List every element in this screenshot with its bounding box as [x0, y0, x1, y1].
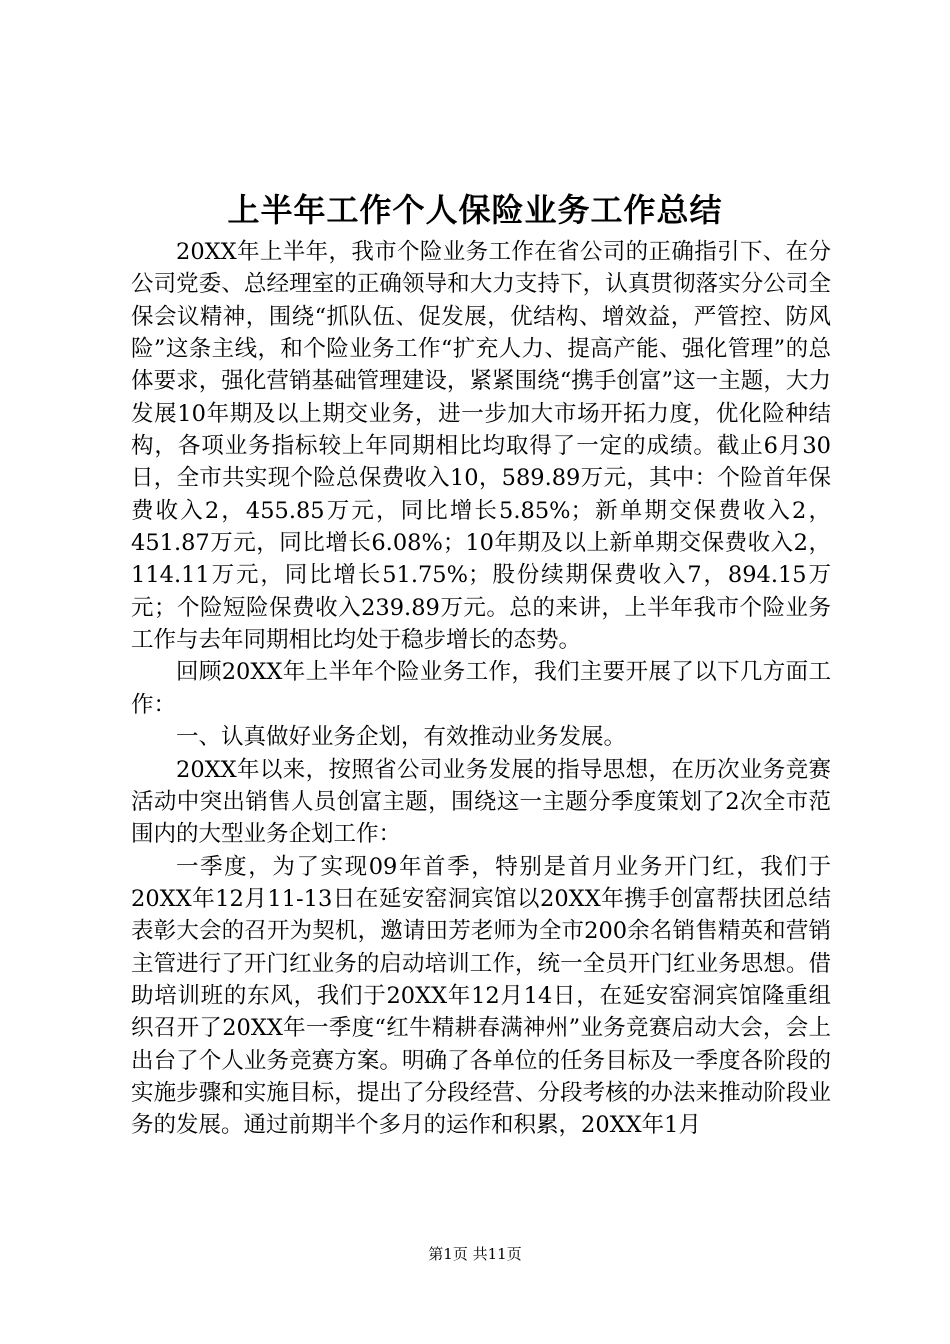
paragraph-review-intro: 回顾20XX年上半年个险业务工作，我们主要开展了以下几方面工作：	[131, 659, 831, 718]
document-title: 上半年工作个人保险业务工作总结	[227, 191, 723, 229]
page-number: 第1页 共11页	[428, 1245, 522, 1263]
section-heading-1: 一、认真做好业务企划，有效推动业务发展。	[176, 724, 627, 751]
document-body	[131, 236, 831, 1142]
paragraph-business-planning: 20XX年以来，按照省公司业务发展的指导思想，在历次业务竞赛活动中突出销售人员创富主题，围绕这一主题分季度策划了2次全市范围内的大型业务企划工作：	[131, 756, 831, 848]
paragraph-intro-summary: 20XX年上半年，我市个险业务工作在省公司的正确指引下、在分公司党委、总经理室的正确领导和大力支持下，认真贯彻落实分公司全保会议精神，围绕“抓队伍、促发展，优结构、增效益，严管控、防风险”这条主线，和个险业务工作“扩充人力、提高产能、强化管理”的总体要求，强化营销基础管理建设，紧紧围绕“携手创富”这一主题，大力发展10年期及以上期交业务，进一步加大市场开拓力度，优化险种结构，各项业务指标较上年同期相比均取得了一定的成绩。截止6月30日，全市共实现个险总保费收入10，589.89万元，其中：个险首年保费收入2，455.85万元，同比增长5.85%；新单期交保费收入2，451.87万元，同比增长6.08%；10年期及以上新单期交保费收入2，114.11万元，同比增长51.75%；股份续期保费收入7，894.15万元；个险短险保费收入239.89万元。总的来讲，上半年我市个险业务工作与去年同期相比均处于稳步增长的态势。	[131, 239, 831, 654]
paragraph-first-quarter: 一季度，为了实现09年首季，特别是首月业务开门红，我们于20XX年12月11-13日在延安窑洞宾馆以20XX年携手创富帮扶团总结表彰大会的召开为契机，邀请田芳老师为全市200余名销售精英和营销主管进行了开门红业务的启动培训工作，统一全员开门红业务思想。借助培训班的东风，我们于20XX年12月14日，在延安窑洞宾馆隆重组织召开了20XX年一季度“红牛精耕春满神州”业务竞赛启动大会，会上出台了个人业务竞赛方案。明确了各单位的任务目标及一季度各阶段的实施步骤和实施目标，提出了分段经营、分段考核的办法来推动阶段业务的发展。通过前期半个多月的运作和积累，20XX年1月	[131, 853, 831, 1139]
